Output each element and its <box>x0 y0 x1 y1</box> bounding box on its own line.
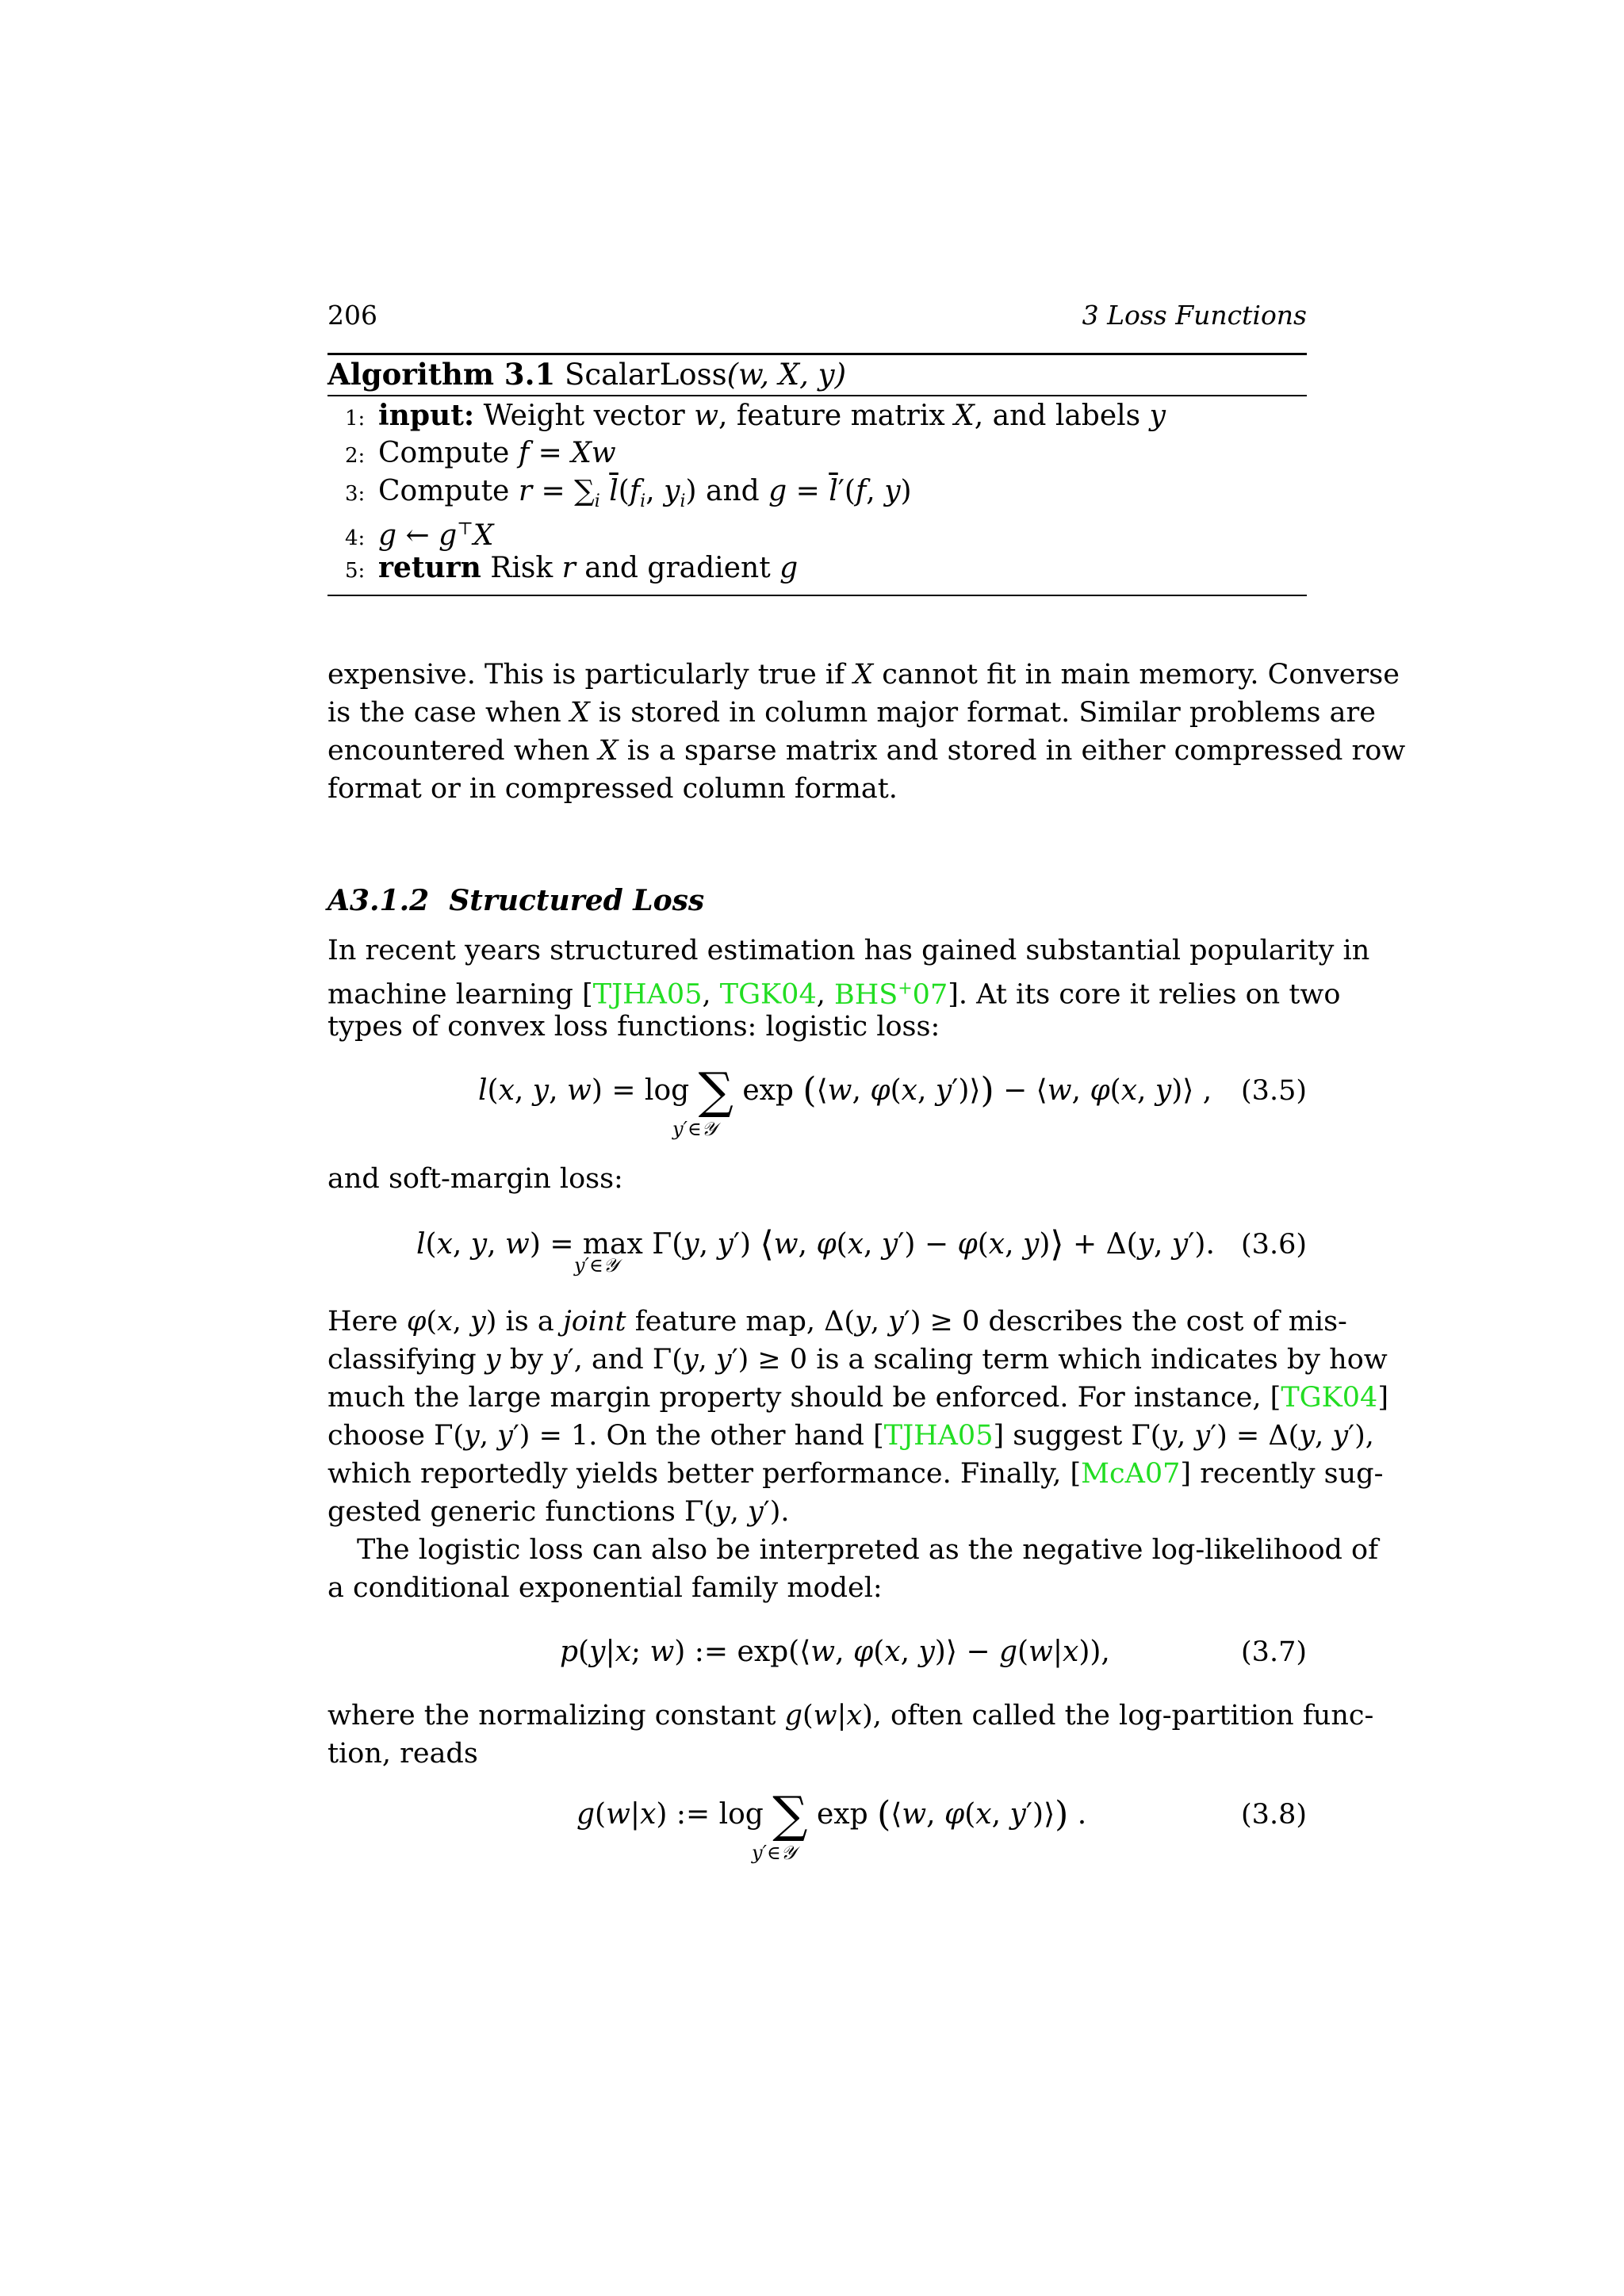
text-span: which reportedly yields better performance. Finally, [ <box>327 1458 1082 1490</box>
algorithm-line-2: 2: Compute f = Xw <box>327 434 616 475</box>
citation-link[interactable]: McA07 <box>1081 1458 1181 1490</box>
line-number: 4: <box>345 526 366 550</box>
paragraph-line: classifying y by y′, and Γ(y, y′) ≥ 0 is a scaling term which indicates by how <box>327 1344 1388 1376</box>
equation-3-7: p(y|x; w) := exp(⟨w, φ(x, y)⟩ − g(w|x)), <box>560 1636 1110 1668</box>
algorithm-line-5: 5: return Risk r and gradient g <box>327 549 798 590</box>
section-number: A3.1.2 <box>327 884 430 917</box>
line-number: 3: <box>345 482 366 506</box>
paragraph-line: tion, reads <box>327 1738 478 1770</box>
algorithm-line-4: 4: g ← g⊤X <box>327 511 494 557</box>
line-number: 5: <box>345 559 366 583</box>
text-span: much the large margin property should be enforced. For instance, [ <box>327 1382 1281 1414</box>
paragraph-line: expensive. This is particularly true if X cannot fit in main memory. Converse <box>327 659 1400 691</box>
text-span: ]. At its core it relies on two <box>948 978 1341 1011</box>
citation-link[interactable]: TGK04 <box>719 978 817 1011</box>
paragraph-line: encountered when X is a sparse matrix and stored in either compressed row <box>327 735 1406 767</box>
sum-subscript: y′∈𝒴 <box>672 1118 717 1140</box>
text-span: ] <box>1377 1382 1388 1414</box>
citation-link[interactable]: BHS+07 <box>834 978 948 1011</box>
paragraph-line: is the case when X is stored in column major format. Similar problems are <box>327 697 1376 729</box>
equation-number: (3.7) <box>1241 1636 1307 1668</box>
page-number: 206 <box>327 300 377 331</box>
equation-3-6: l(x, y, w) = max Γ(y, y′) ⟨w, φ(x, y′) − φ(x, y)⟩ + Δ(y, y′). <box>416 1224 1215 1265</box>
sum-subscript: y′∈𝒴 <box>752 1842 796 1864</box>
paragraph-line <box>327 1379 1388 1417</box>
algorithm-bottom-rule <box>327 595 1307 596</box>
paragraph-line: and soft-margin loss: <box>327 1163 623 1195</box>
paragraph-line: choose Γ(y, y′) = 1. On the other hand [TJHA05] suggest Γ(y, y′) = Δ(y, y′), <box>327 1420 1374 1452</box>
citation-link[interactable]: TJHA05 <box>883 1420 994 1452</box>
text-span: ] recently sug- <box>1180 1458 1384 1490</box>
paragraph-line: Here φ(x, y) is a joint feature map, Δ(y, y′) ≥ 0 describes the cost of mis- <box>327 1306 1347 1337</box>
paragraph-line: where the normalizing constant g(w|x), often called the log-partition func- <box>327 1700 1374 1732</box>
paragraph-line: a conditional exponential family model: <box>327 1572 883 1604</box>
algorithm-line-1: 1: input: Weight vector w, feature matrix X, and labels y <box>327 396 1166 438</box>
section-heading <box>327 882 704 920</box>
line-number: 2: <box>345 444 366 468</box>
paragraph-line <box>327 1455 1384 1493</box>
paragraph-line: types of convex loss functions: logistic loss: <box>327 1011 940 1043</box>
paragraph-line: In recent years structured estimation has gained substantial popularity in <box>327 935 1370 966</box>
paragraph-line: The logistic loss can also be interpreted as the negative log-likelihood of <box>357 1534 1379 1566</box>
citation-link[interactable]: TGK04 <box>1281 1382 1378 1414</box>
equation-3-8: g(w|x) := log ∑ exp (⟨w, φ(x, y′)⟩) . <box>576 1785 1087 1843</box>
text-span: machine learning [ <box>327 978 593 1011</box>
running-title: 3 Loss Functions <box>1082 300 1307 331</box>
algorithm-keyword: return <box>378 551 481 584</box>
algorithm-name: ScalarLoss <box>565 358 727 392</box>
paragraph-line: gested generic functions Γ(y, y′). <box>327 1496 790 1528</box>
line-number: 1: <box>345 407 366 430</box>
paragraph-line: machine learning [TJHA05, TGK04, BHS+07]. At its core it relies on two <box>327 978 1341 1011</box>
citation-link[interactable]: TJHA05 <box>592 978 703 1011</box>
equation-number: (3.5) <box>1241 1075 1307 1107</box>
algorithm-label: Algorithm 3.1 <box>327 357 556 392</box>
section-title: Structured Loss <box>449 884 705 917</box>
algorithm-title <box>327 355 846 394</box>
equation-number: (3.8) <box>1241 1799 1307 1831</box>
algorithm-keyword: input: <box>378 399 475 432</box>
paragraph-line: format or in compressed column format. <box>327 773 898 805</box>
max-subscript: y′∈𝒴 <box>574 1254 619 1276</box>
equation-3-5: l(x, y, w) = log ∑ exp (⟨w, φ(x, y′)⟩) − ⟨w, φ(x, y)⟩ , <box>478 1062 1212 1119</box>
algorithm-args: (w, X, y) <box>726 358 847 392</box>
equation-number: (3.6) <box>1241 1229 1307 1261</box>
algorithm-line-3: 3: Compute $r = \sum_i$ $\overline{l}(f_i$, $y_i$) and $g = \overline{l}'(f$, y) <box>327 473 912 521</box>
